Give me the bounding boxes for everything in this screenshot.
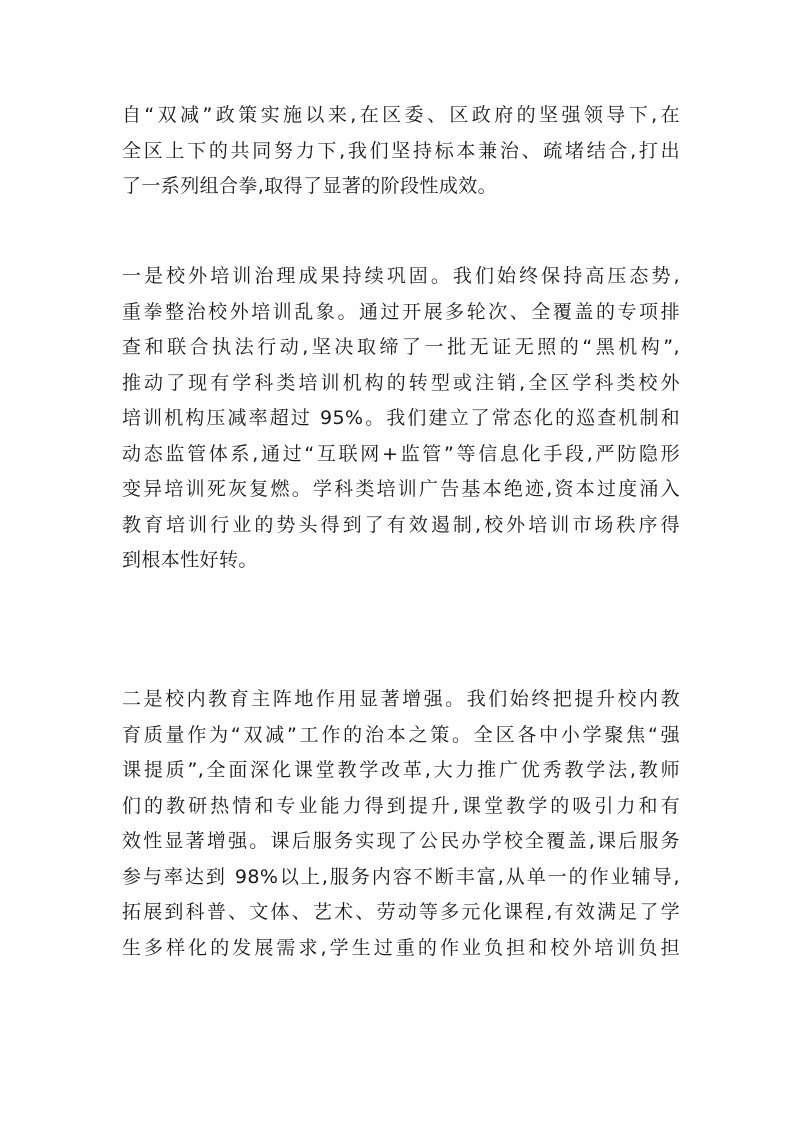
paragraph-intro (122, 98, 680, 205)
text-line: 们的教研热情和专业能力得到提升,课堂教学的吸引力和有 (122, 794, 680, 817)
text-line: 全区上下的共同努力下,我们坚持标本兼治、疏堵结合,打出 (122, 139, 680, 162)
text-line: 培训机构压减率超过 95%。我们建立了常态化的巡查机制和 (122, 407, 680, 429)
paragraph-oncampus-education (122, 682, 680, 966)
text-line: 二是校内教育主阵地作用显著增强。我们始终把提升校内教 (122, 688, 680, 710)
text-line: 了一系列组合拳,取得了显著的阶段性成效。 (122, 175, 498, 197)
text-line: 课提质”,全面深化课堂教学改革,大力推广优秀教学法,教师 (122, 759, 680, 781)
text-line: 到根本性好转。 (122, 549, 258, 571)
text-line: 重拳整治校外培训乱象。通过开展多轮次、全覆盖的专项排 (122, 300, 680, 323)
text-line: 教育培训行业的势头得到了有效遏制,校外培训市场秩序得 (122, 513, 680, 536)
text-line: 参与率达到 98%以上,服务内容不断丰富,从单一的作业辅导, (122, 865, 680, 888)
text-line: 动态监管体系,通过“互联网+监管”等信息化手段,严防隐形 (122, 442, 680, 465)
text-line: 自“双减”政策实施以来,在区委、区政府的坚强领导下,在 (122, 104, 680, 126)
text-line: 推动了现有学科类培训机构的转型或注销,全区学科类校外 (122, 371, 680, 394)
text-line: 一是校外培训治理成果持续巩固。我们始终保持高压态势, (122, 265, 680, 287)
text-line: 生多样化的发展需求,学生过重的作业负担和校外培训负担 (122, 936, 680, 959)
text-line: 育质量作为“双减”工作的治本之策。全区各中小学聚焦“强 (122, 723, 680, 746)
text-line: 效性显著增强。课后服务实现了公民办学校全覆盖,课后服务 (122, 830, 680, 852)
text-line: 变异培训死灰复燃。学科类培训广告基本绝迹,资本过度涌入 (122, 478, 680, 500)
text-line: 拓展到科普、文体、艺术、劳动等多元化课程,有效满足了学 (122, 901, 680, 923)
paragraph-offcampus-training (122, 259, 680, 579)
text-line: 查和联合执法行动,坚决取缔了一批无证无照的“黑机构”, (122, 336, 680, 358)
